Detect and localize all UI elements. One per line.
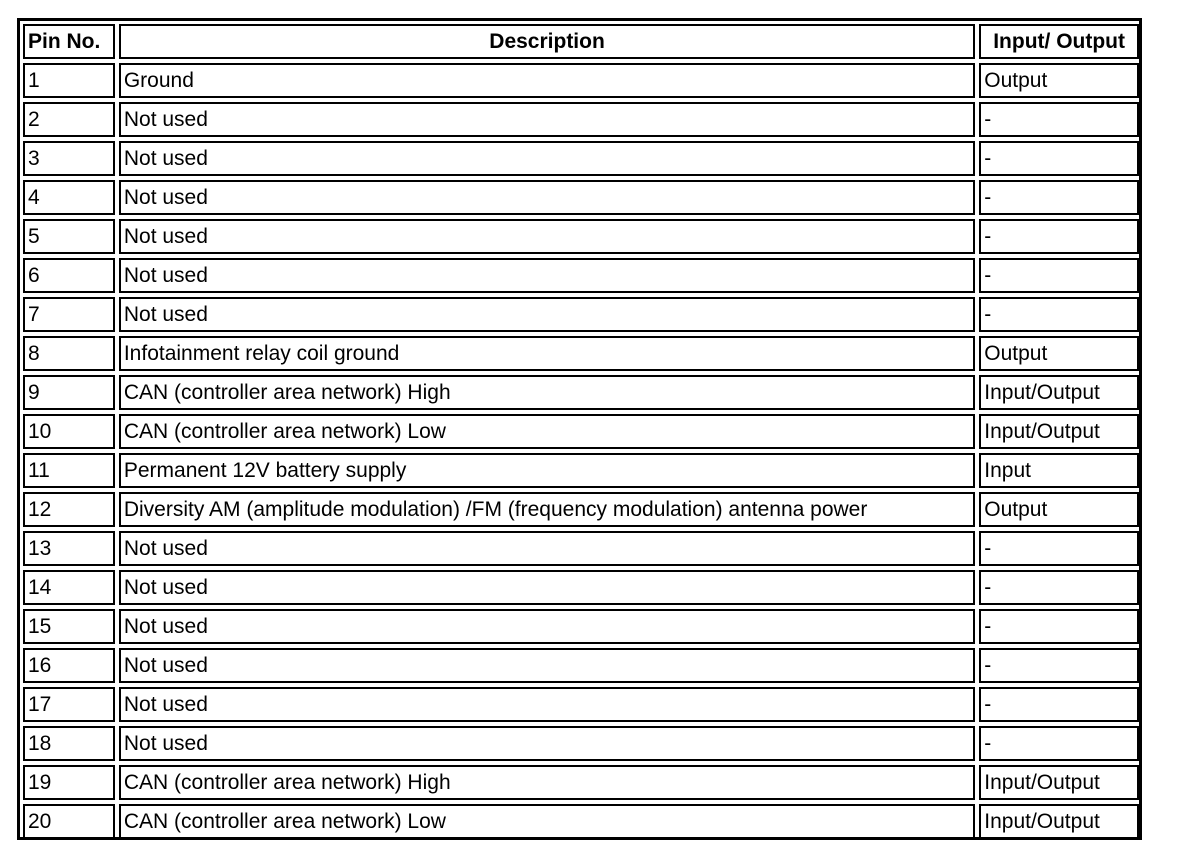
table-row: [23, 63, 1139, 98]
header-description: Description: [119, 24, 975, 59]
pin-number-cell: 18: [23, 726, 115, 761]
table-row: [23, 141, 1139, 176]
pin-number-cell: 20: [23, 804, 115, 839]
input-output-cell: -: [979, 609, 1139, 644]
pin-number-cell: 16: [23, 648, 115, 683]
pin-number-cell: 7: [23, 297, 115, 332]
table-row: [23, 297, 1139, 332]
input-output-cell: Input/Output: [979, 375, 1139, 410]
table-row: [23, 609, 1139, 644]
description-cell: Not used: [119, 102, 975, 137]
description-cell: Not used: [119, 687, 975, 722]
pin-number-cell: 12: [23, 492, 115, 527]
input-output-cell: -: [979, 297, 1139, 332]
description-cell: Ground: [119, 63, 975, 98]
description-cell: CAN (controller area network) Low: [119, 804, 975, 839]
table-row: [23, 648, 1139, 683]
table-row: [23, 375, 1139, 410]
header-input-output: Input/ Output: [979, 24, 1139, 59]
input-output-cell: Input: [979, 453, 1139, 488]
input-output-cell: Input/Output: [979, 414, 1139, 449]
pin-number-cell: 10: [23, 414, 115, 449]
pin-number-cell: 13: [23, 531, 115, 566]
description-cell: Not used: [119, 570, 975, 605]
table-row: [23, 726, 1139, 761]
pin-number-cell: 9: [23, 375, 115, 410]
table-row: [23, 804, 1139, 839]
description-cell: Not used: [119, 141, 975, 176]
input-output-cell: -: [979, 648, 1139, 683]
input-output-cell: Output: [979, 63, 1139, 98]
input-output-cell: Input/Output: [979, 765, 1139, 800]
input-output-cell: -: [979, 141, 1139, 176]
input-output-cell: -: [979, 726, 1139, 761]
description-cell: Not used: [119, 258, 975, 293]
pin-number-cell: 15: [23, 609, 115, 644]
description-cell: Infotainment relay coil ground: [119, 336, 975, 371]
pin-number-cell: 8: [23, 336, 115, 371]
header-pin-number: Pin No.: [23, 24, 115, 59]
table-row: [23, 765, 1139, 800]
pin-number-cell: 6: [23, 258, 115, 293]
input-output-cell: -: [979, 687, 1139, 722]
pin-number-cell: 4: [23, 180, 115, 215]
description-cell: Not used: [119, 219, 975, 254]
description-cell: CAN (controller area network) Low: [119, 414, 975, 449]
pin-number-cell: 1: [23, 63, 115, 98]
description-cell: Permanent 12V battery supply: [119, 453, 975, 488]
table-row: [23, 102, 1139, 137]
description-cell: Diversity AM (amplitude modulation) /FM (frequency modulation) antenna power: [119, 492, 975, 527]
table-row: [23, 180, 1139, 215]
input-output-cell: -: [979, 102, 1139, 137]
table-row: [23, 492, 1139, 527]
pin-number-cell: 19: [23, 765, 115, 800]
input-output-cell: -: [979, 219, 1139, 254]
pinout-table-frame: [17, 18, 1142, 840]
pin-number-cell: 3: [23, 141, 115, 176]
description-cell: Not used: [119, 297, 975, 332]
description-cell: CAN (controller area network) High: [119, 765, 975, 800]
input-output-cell: Output: [979, 492, 1139, 527]
description-cell: CAN (controller area network) High: [119, 375, 975, 410]
pin-number-cell: 2: [23, 102, 115, 137]
input-output-cell: -: [979, 570, 1139, 605]
description-cell: Not used: [119, 609, 975, 644]
description-cell: Not used: [119, 180, 975, 215]
table-body: [23, 63, 1139, 839]
input-output-cell: -: [979, 180, 1139, 215]
table-row: [23, 570, 1139, 605]
input-output-cell: -: [979, 258, 1139, 293]
table-row: [23, 258, 1139, 293]
table-row: [23, 687, 1139, 722]
table-header-row: [23, 24, 1139, 59]
table-row: [23, 531, 1139, 566]
pin-number-cell: 5: [23, 219, 115, 254]
pin-number-cell: 14: [23, 570, 115, 605]
pinout-table: [19, 20, 1143, 843]
input-output-cell: Input/Output: [979, 804, 1139, 839]
input-output-cell: Output: [979, 336, 1139, 371]
description-cell: Not used: [119, 726, 975, 761]
table-row: [23, 219, 1139, 254]
pin-number-cell: 17: [23, 687, 115, 722]
description-cell: Not used: [119, 531, 975, 566]
description-cell: Not used: [119, 648, 975, 683]
input-output-cell: -: [979, 531, 1139, 566]
table-row: [23, 336, 1139, 371]
table-row: [23, 414, 1139, 449]
pin-number-cell: 11: [23, 453, 115, 488]
table-row: [23, 453, 1139, 488]
